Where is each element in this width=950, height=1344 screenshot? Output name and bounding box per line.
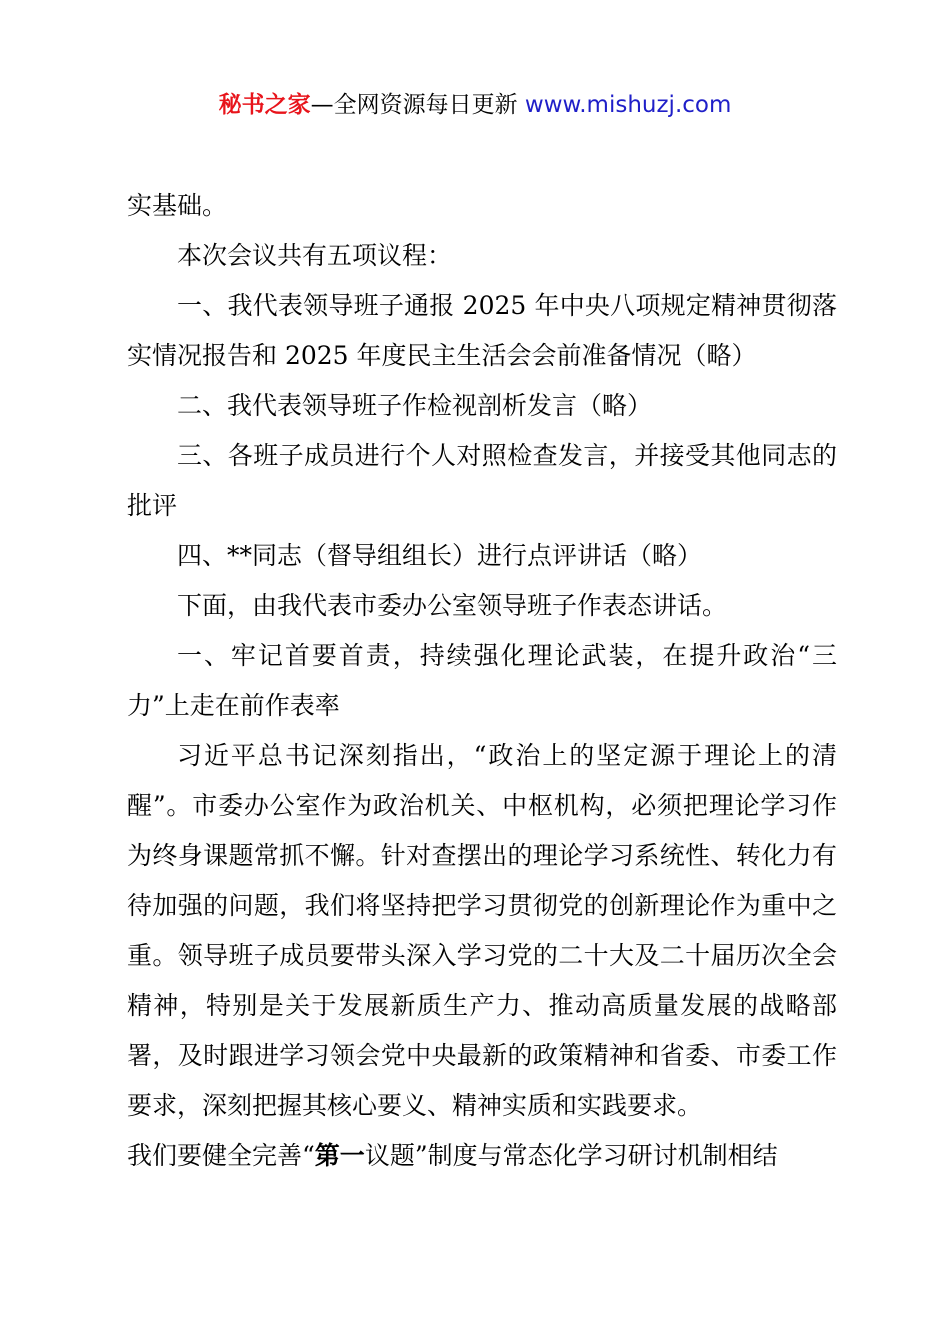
document-body — [127, 181, 837, 1181]
bold-text-run: 第一 — [314, 1141, 365, 1170]
site-tagline: —全网资源每日更新 — [310, 92, 525, 118]
agenda-item-4: 四、**同志（督导组组长）进行点评讲话（略） — [177, 541, 703, 570]
text-run: 议题”制度与常态化学习研讨机制相结 — [364, 1141, 778, 1170]
body-paragraph-last — [127, 1131, 837, 1181]
body-paragraph: 习近平总书记深刻指出，“政治上的坚定源于理论上的清醒”。市委办公室作为政治机关、中枢机构，必须把理论学习作为终身课题常抓不懈。针对查摆出的理论学习系统性、转化力有待加强的问题，我们将坚持把学习贯彻党的创新理论作为重中之重。领导班子成员要带头深入学习党的二十大及二十届历次全会精神，特别是关于发展新质生产力、推动高质量发展的战略部署，及时跟进学习领会党中央最新的政策精神和省委、市委工作要求，深刻把握其核心要义、精神实质和实践要求。 — [127, 741, 837, 1120]
site-header — [0, 88, 950, 122]
text-run: 我们要健全完善“ — [127, 1141, 315, 1170]
speech-intro: 下面，由我代表市委办公室领导班子作表态讲话。 — [177, 591, 728, 620]
paragraph-continuation: 实基础。 — [127, 191, 228, 220]
agenda-intro: 本次会议共有五项议程： — [177, 241, 453, 270]
agenda-item-3: 三、各班子成员进行个人对照检查发言，并接受其他同志的批评 — [127, 441, 837, 520]
agenda-item-1: 一、我代表领导班子通报 2025 年中央八项规定精神贯彻落实情况报告和 2025 年度民主生活会会前准备情况（略） — [127, 291, 837, 370]
site-brand: 秘书之家 — [218, 92, 311, 118]
site-url-link[interactable]: www.mishuzj.com — [524, 92, 732, 118]
agenda-item-2: 二、我代表领导班子作检视剖析发言（略） — [177, 391, 653, 420]
section-heading-1: 一、牢记首要首责，持续强化理论武装，在提升政治“三力”上走在前作表率 — [127, 641, 837, 720]
